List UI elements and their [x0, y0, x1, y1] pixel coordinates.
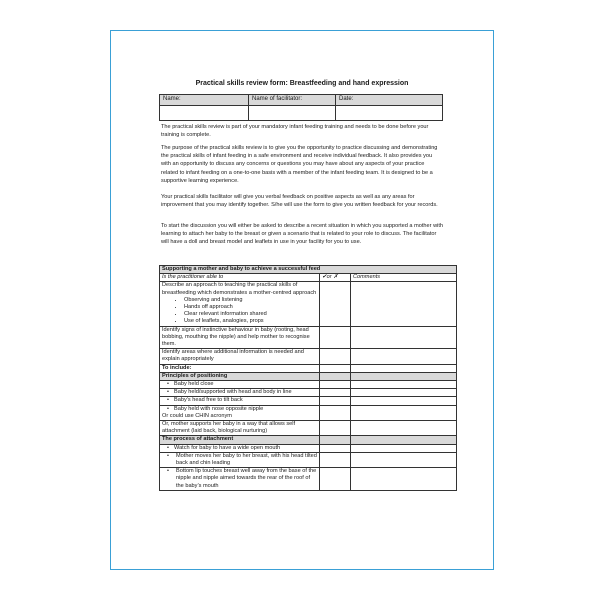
check-cell[interactable]: [320, 364, 351, 372]
comment-cell[interactable]: [351, 452, 457, 467]
comment-cell[interactable]: [351, 326, 457, 349]
bullet-icon: •: [167, 444, 169, 451]
comment-cell[interactable]: [351, 421, 457, 436]
comment-cell[interactable]: [351, 405, 457, 420]
check-cell[interactable]: [320, 397, 351, 405]
check-cell[interactable]: [320, 444, 351, 452]
table-row: [160, 282, 457, 326]
table-row: [160, 397, 457, 405]
to-include-label: To include:: [160, 364, 320, 372]
bullet-icon: •: [167, 381, 169, 388]
table-row: [160, 389, 457, 397]
comment-cell[interactable]: [351, 389, 457, 397]
check-cell[interactable]: [320, 282, 351, 326]
info-table: [159, 94, 443, 121]
comment-cell[interactable]: [351, 468, 457, 491]
document-page: [110, 30, 494, 570]
name-field[interactable]: [160, 106, 249, 121]
list-item: Baby’s head free to tilt back: [174, 397, 243, 404]
list-item: • Clear relevant information shared: [184, 311, 317, 318]
approach-list: [162, 297, 317, 326]
comment-cell[interactable]: [351, 397, 457, 405]
list-item: • Use of leaflets, analogies, props: [184, 318, 317, 325]
facilitator-field[interactable]: [249, 106, 336, 121]
facilitator-label: Name of facilitator:: [249, 95, 336, 106]
intro-paragraph-2: The purpose of the practical skills review is to give you the opportunity to practice discussing and demonstrating the practical skills of infant feeding in a safe environment and receive individual feedback. It also provides you with an opportunity to discuss any concerns or questions you may have about any aspects of your practice related to infant feeding on a one-to-one basis with a member of the infant feeding team. It is designed to be a supportive learning experience.: [161, 145, 438, 184]
skills-table: [159, 265, 457, 491]
bullet-icon: •: [167, 389, 169, 396]
intro-paragraph-1: The practical skills review is part of your mandatory infant feeding training and needs to be done before your training is complete.: [161, 124, 429, 139]
table-row: [160, 444, 457, 452]
table-row: [160, 364, 457, 372]
table-row: [160, 349, 457, 364]
list-item: Baby held close: [174, 381, 214, 388]
list-item: • Hands off approach: [184, 304, 317, 311]
check-cell[interactable]: [320, 326, 351, 349]
check-cell[interactable]: [320, 405, 351, 420]
check-cell[interactable]: [320, 468, 351, 491]
comment-cell[interactable]: [351, 364, 457, 372]
list-item: Watch for baby to have a wide open mouth: [174, 444, 281, 451]
row-text: Identify signs of instinctive behaviour in baby (rooting, head bobbing, mouthing the nipple) and help mother to recognise them.: [160, 326, 320, 349]
column-header-check: ✔or ✗: [320, 274, 351, 282]
table-row: [160, 381, 457, 389]
column-header-comments: Comments: [351, 274, 457, 282]
check-cell[interactable]: [320, 452, 351, 467]
comment-cell[interactable]: [351, 349, 457, 364]
bullet-icon: •: [167, 405, 169, 412]
comment-cell[interactable]: [351, 381, 457, 389]
mother-support-text: Or, mother supports her baby in a way that allows self attachment (laid back, biological nurturing): [160, 421, 320, 436]
section-title: Supporting a mother and baby to achieve a successful feed: [160, 266, 457, 274]
list-item: • Observing and listening: [184, 297, 317, 304]
comment-cell[interactable]: [351, 444, 457, 452]
check-cell[interactable]: [320, 349, 351, 364]
intro-paragraph-4: To start the discussion you will either be asked to describe a recent situation in which you supported a mother with learning to attach her baby to the breast or given a scenario that is related to your role to discuss. The facilitator will have a doll and breast model and leaflets in use in your facility for you to use.: [161, 223, 444, 246]
date-field[interactable]: [336, 106, 443, 121]
positioning-heading: Principles of positioning: [160, 372, 320, 380]
table-row: [160, 421, 457, 436]
list-item: Mother moves her baby to her breast, with his head tilted back and chin leading: [176, 452, 317, 467]
bullet-icon: •: [167, 468, 169, 475]
name-label: Name:: [160, 95, 249, 106]
check-cell[interactable]: [320, 389, 351, 397]
list-item: Baby held with nose opposite nipple: [174, 405, 264, 412]
list-item: Baby held/supported with head and body in line: [174, 389, 292, 396]
check-cell[interactable]: [320, 421, 351, 436]
comment-cell[interactable]: [351, 282, 457, 326]
list-item: Bottom lip touches breast well away from the base of the nipple and nipple aimed towards the rear of the roof of the baby’s mouth: [176, 468, 317, 489]
row-text: Describe an approach to teaching the practical skills of breastfeeding which demonstrates a mother-centred approach: [162, 282, 317, 296]
form-title: Practical skills review form: Breastfeeding and hand expression: [195, 80, 409, 87]
bullet-icon: •: [167, 397, 169, 404]
bullet-icon: •: [167, 452, 169, 459]
column-header-practitioner: Is the practitioner able to: [160, 274, 320, 282]
intro-paragraph-3: Your practical skills facilitator will give you verbal feedback on positive aspects as well as any areas for improvement that you may identify together. S/he will use the form to give you written feedback for your records.: [161, 194, 438, 209]
table-row: [160, 468, 457, 491]
attachment-heading: The process of attachment: [160, 436, 320, 444]
check-cell[interactable]: [320, 381, 351, 389]
date-label: Date:: [336, 95, 443, 106]
table-row: [160, 405, 457, 420]
row-text: Identify areas where additional information is needed and explain appropriately: [160, 349, 320, 364]
chin-note: Or could use CHIN acronym: [162, 412, 232, 419]
table-row: [160, 452, 457, 467]
table-row: [160, 326, 457, 349]
